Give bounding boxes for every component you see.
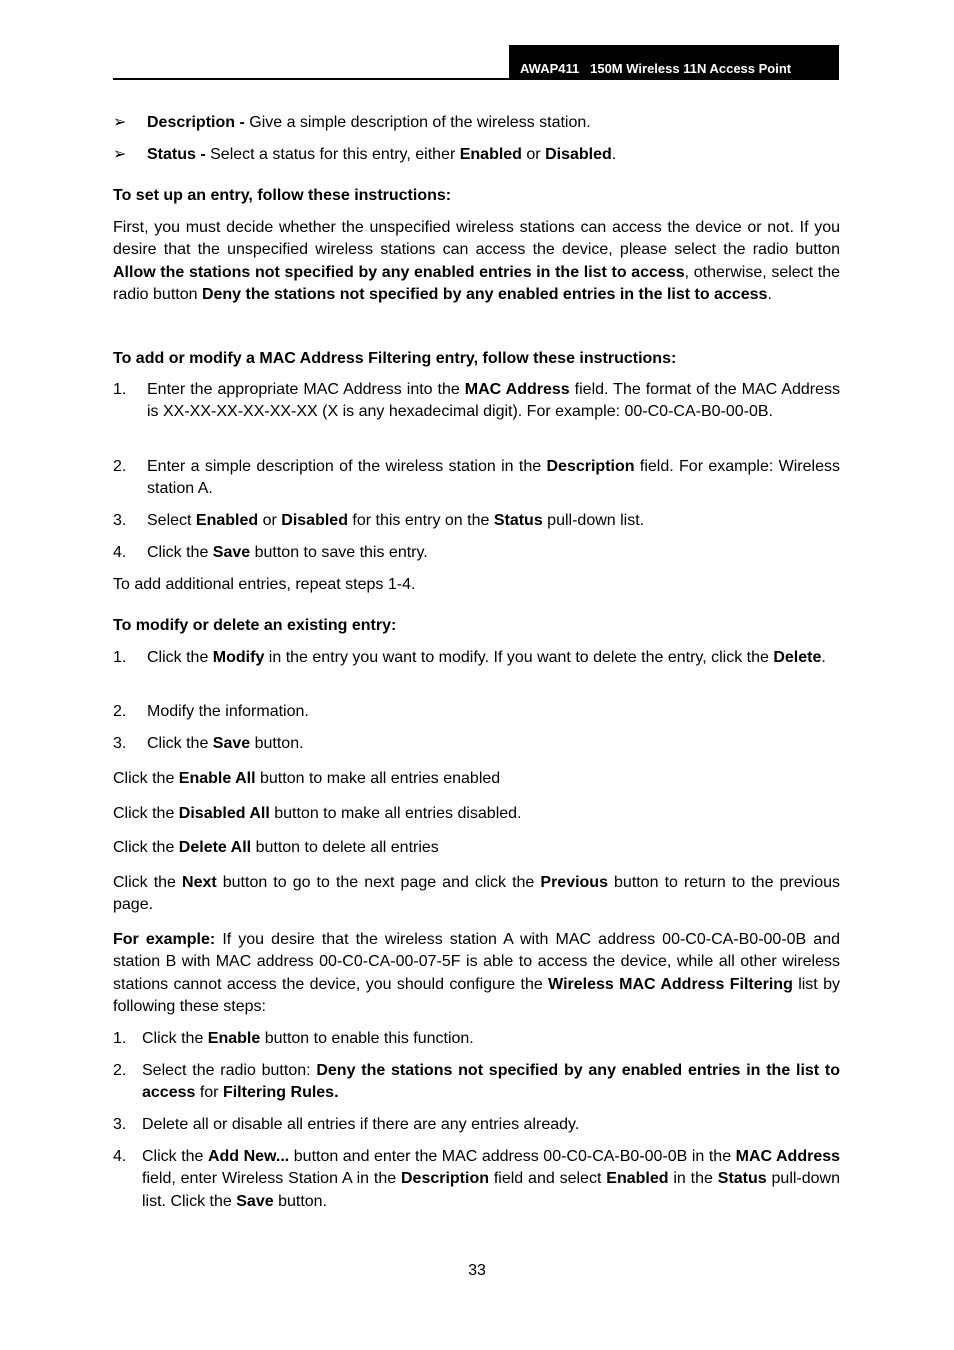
example-step bbox=[113, 1060, 840, 1105]
step-text: . bbox=[821, 649, 826, 666]
step-bold: Save bbox=[212, 544, 251, 561]
add-step bbox=[113, 379, 840, 424]
step-number: 1. bbox=[113, 1030, 127, 1047]
page-number: 33 bbox=[468, 1262, 486, 1279]
action-text: button to make all entries disabled. bbox=[269, 805, 522, 822]
step-number: 2. bbox=[113, 703, 127, 720]
step-bold: Enable bbox=[207, 1030, 261, 1047]
example-label: For example: bbox=[113, 931, 216, 948]
header-product: 150M Wireless 11N Access Point bbox=[590, 61, 792, 76]
setup-text: First, you must decide whether the unspecified wireless stations can access the device or not. If you desire that the unspecified wireless stations can access the device, please select the radio button bbox=[113, 219, 840, 259]
bullet-marker-icon: ➢ bbox=[113, 146, 127, 163]
step-text: Click the bbox=[147, 649, 213, 666]
step-text: Delete all or disable all entries if there are any entries already. bbox=[142, 1116, 580, 1133]
action-next-previous bbox=[113, 872, 840, 917]
step-text: Enter a simple description of the wireless station in the bbox=[147, 458, 547, 475]
bullet-bold: Enabled bbox=[459, 146, 522, 163]
action-disabled-all bbox=[113, 803, 840, 825]
step-number: 3. bbox=[113, 1116, 127, 1133]
step-text: in the bbox=[668, 1170, 718, 1188]
step-text: Select the radio button: bbox=[142, 1062, 317, 1079]
bullet-marker-icon: ➢ bbox=[113, 114, 127, 131]
action-text: Click the bbox=[113, 770, 179, 787]
bullet-text: . bbox=[611, 146, 617, 163]
step-bold: Modify bbox=[212, 649, 265, 666]
action-bold: Delete All bbox=[178, 839, 252, 856]
bullet-text: Select a status for this entry, either bbox=[205, 146, 460, 163]
step-text: for this entry on the bbox=[347, 512, 494, 529]
action-text: button to return to the previous page. bbox=[113, 874, 840, 914]
action-bold: Next bbox=[182, 874, 217, 891]
step-number: 4. bbox=[113, 544, 127, 561]
step-text: Modify the information. bbox=[147, 703, 309, 720]
action-text: button to delete all entries bbox=[251, 839, 439, 856]
bullet-bold: Disabled bbox=[545, 146, 612, 163]
step-text: pull-down list. Click the bbox=[142, 1170, 841, 1210]
step-bold: Status bbox=[493, 512, 543, 529]
action-text: Click the bbox=[113, 839, 179, 856]
step-text: pull-down list. bbox=[542, 512, 645, 529]
step-text: Click the bbox=[142, 1148, 208, 1165]
step-bold: Save bbox=[236, 1192, 274, 1210]
add-step bbox=[113, 542, 840, 564]
setup-bold: Deny the stations not specified by any enabled entries in the list to access bbox=[201, 285, 768, 303]
step-text: Click the bbox=[142, 1030, 208, 1047]
header-model: AWAP411 bbox=[520, 61, 580, 76]
step-number: 2. bbox=[113, 1062, 127, 1079]
step-text: Click the bbox=[147, 544, 213, 561]
step-bold: Description bbox=[546, 458, 635, 475]
step-bold: Add New... bbox=[207, 1148, 290, 1165]
step-text: button to enable this function. bbox=[260, 1030, 474, 1047]
step-text: button. bbox=[273, 1192, 327, 1210]
bullet-term: Description - bbox=[147, 114, 245, 131]
bullet-text: Give a simple description of the wireless station. bbox=[244, 114, 591, 131]
action-enable-all bbox=[113, 768, 840, 790]
step-text: field. For example: Wireless station A. bbox=[147, 458, 840, 498]
step-text: button. bbox=[250, 735, 304, 752]
action-text: button to make all entries enabled bbox=[255, 770, 501, 787]
example-text: If you desire that the wireless station A with MAC address 00-C0-CA-B0-00-0B and station B with MAC address 00-C0-CA-00-07-5F is able to access the device, while all other wireless stations cannot access the device, you should configure the bbox=[113, 931, 841, 993]
step-text: field and select bbox=[489, 1170, 607, 1188]
example-step bbox=[113, 1146, 840, 1213]
step-text: in the entry you want to modify. If you want to delete the entry, click the bbox=[264, 649, 774, 666]
modify-step bbox=[113, 701, 840, 723]
step-text: Click the bbox=[147, 735, 213, 752]
add-step bbox=[113, 456, 840, 501]
example-step bbox=[113, 1028, 840, 1050]
setup-paragraph bbox=[113, 217, 840, 306]
bullet-status bbox=[113, 144, 840, 166]
step-text: button and enter the MAC address 00-C0-CA-B0-00-0B in the bbox=[289, 1148, 736, 1165]
step-bold: MAC Address bbox=[735, 1148, 841, 1165]
add-heading: To add or modify a MAC Address Filtering entry, follow these instructions: bbox=[113, 350, 677, 367]
step-text: for bbox=[195, 1084, 223, 1102]
action-text: button to go to the next page and click the bbox=[216, 874, 541, 891]
action-text: Click the bbox=[113, 874, 183, 891]
step-text: Enter the appropriate MAC Address into the bbox=[147, 381, 465, 398]
step-bold: Status bbox=[717, 1170, 767, 1188]
step-text: field, enter Wireless Station A in the bbox=[142, 1170, 401, 1188]
setup-bold: Allow the stations not specified by any enabled entries in the list to access bbox=[113, 263, 685, 281]
step-number: 1. bbox=[113, 381, 127, 398]
action-bold: Disabled All bbox=[178, 805, 270, 822]
step-bold: Save bbox=[212, 735, 251, 752]
bullet-text: or bbox=[521, 146, 546, 163]
step-number: 3. bbox=[113, 512, 127, 529]
step-bold: Enabled bbox=[606, 1170, 669, 1188]
step-bold: MAC Address bbox=[464, 381, 570, 398]
action-bold: Enable All bbox=[178, 770, 256, 787]
step-bold: Filtering Rules. bbox=[222, 1084, 339, 1102]
action-delete-all bbox=[113, 837, 840, 859]
step-bold: Disabled bbox=[281, 512, 348, 529]
example-step bbox=[113, 1114, 840, 1136]
step-text: Select bbox=[147, 512, 196, 529]
action-bold: Previous bbox=[540, 874, 608, 891]
step-number: 3. bbox=[113, 735, 127, 752]
bullet-description bbox=[113, 112, 840, 134]
setup-text: , otherwise, select the radio button bbox=[113, 263, 841, 303]
modify-heading: To modify or delete an existing entry: bbox=[113, 617, 397, 634]
step-text: field. The format of the MAC Address is XX-XX-XX-XX-XX-XX (X is any hexadecimal digit). For example: 00-C0-CA-B0-00-0B. bbox=[147, 381, 841, 421]
step-number: 4. bbox=[113, 1148, 127, 1165]
step-text: or bbox=[258, 512, 282, 529]
bullet-term: Status - bbox=[147, 146, 206, 163]
modify-step bbox=[113, 733, 840, 755]
example-paragraph bbox=[113, 929, 840, 1018]
step-bold: Description bbox=[400, 1170, 489, 1188]
header-banner bbox=[509, 45, 839, 79]
example-text: list by following these steps: bbox=[113, 975, 841, 1015]
step-number: 1. bbox=[113, 649, 127, 666]
action-text: Click the bbox=[113, 805, 179, 822]
step-bold: Enabled bbox=[195, 512, 259, 529]
add-repeat-note: To add additional entries, repeat steps 1-4. bbox=[113, 576, 416, 593]
setup-text: . bbox=[767, 285, 772, 303]
add-step bbox=[113, 510, 840, 532]
setup-heading: To set up an entry, follow these instructions: bbox=[113, 187, 452, 204]
example-bold: Wireless MAC Address Filtering bbox=[548, 975, 793, 993]
step-text: button to save this entry. bbox=[250, 544, 428, 561]
step-bold: Deny the stations not specified by any enabled entries in the list to access bbox=[142, 1062, 841, 1102]
modify-step bbox=[113, 647, 840, 669]
step-bold: Delete bbox=[773, 649, 822, 666]
step-number: 2. bbox=[113, 458, 127, 475]
